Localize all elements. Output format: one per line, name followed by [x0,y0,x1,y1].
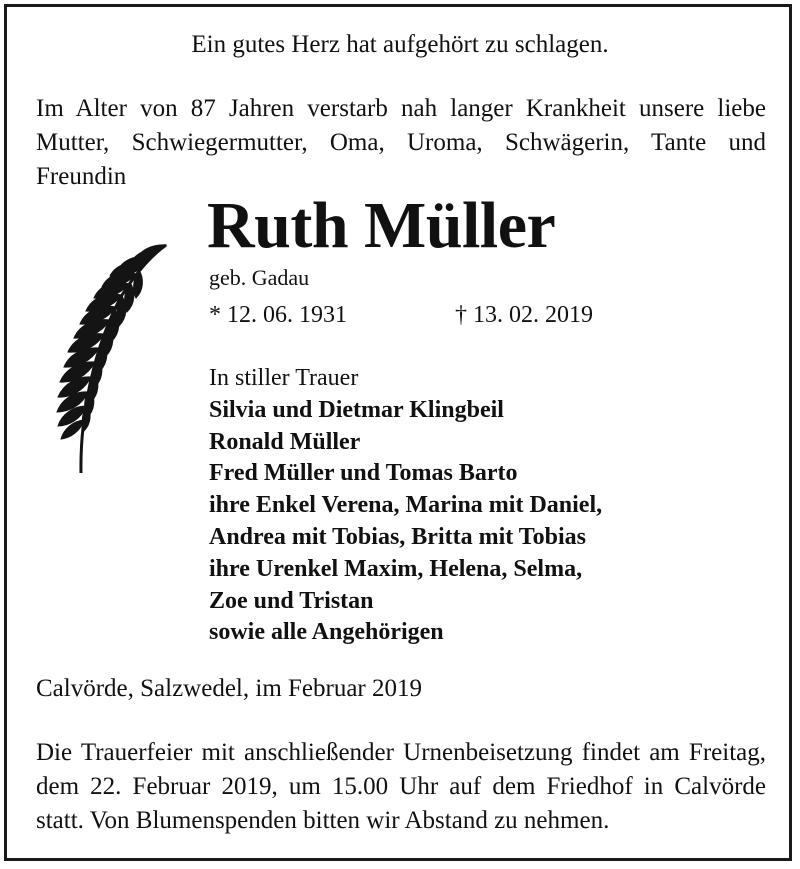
mourner-line: Fred Müller und Tomas Barto [209,460,518,487]
birth-date: * 12. 06. 1931 [209,302,347,328]
fern-leaf-icon [40,240,175,480]
mourner-line: sowie alle Angehörigen [209,619,444,646]
mourner-line: Ronald Müller [209,428,361,455]
mourners-lead: In stiller Trauer [209,365,359,391]
mourner-line: Andrea mit Tobias, Britta mit Tobias [209,523,586,550]
funeral-notice-text: Die Trauerfeier mit anschließender Urnenbeisetzung findet am Freitag, dem 22. Februar 2019, um 15.00 Uhr auf dem Friedhof in Calvörde statt. Von Blumenspenden bitten wir Abstand zu nehmen. [36,739,766,834]
mourner-line: ihre Enkel Verena, Marina mit Daniel, [209,492,603,519]
mourner-line: Silvia und Dietmar Klingbeil [209,396,504,423]
maiden-name: geb. Gadau [209,265,310,290]
motto-line: Ein gutes Herz hat aufgehört zu schlagen. [191,31,609,58]
mourner-line: ihre Urenkel Maxim, Helena, Selma, [209,555,583,582]
deceased-name: Ruth Müller [207,189,556,262]
intro-text: Im Alter von 87 Jahren verstarb nah langer Krankheit unsere liebe Mutter, Schwiegermutter, Oma, Uroma, Schwägerin, Tante und Freundin [36,95,766,190]
death-date: † 13. 02. 2019 [455,302,593,328]
mourners-block [209,363,602,649]
mourner-line: Zoe und Tristan [209,587,374,614]
place-date-line: Calvörde, Salzwedel, im Februar 2019 [36,675,423,702]
